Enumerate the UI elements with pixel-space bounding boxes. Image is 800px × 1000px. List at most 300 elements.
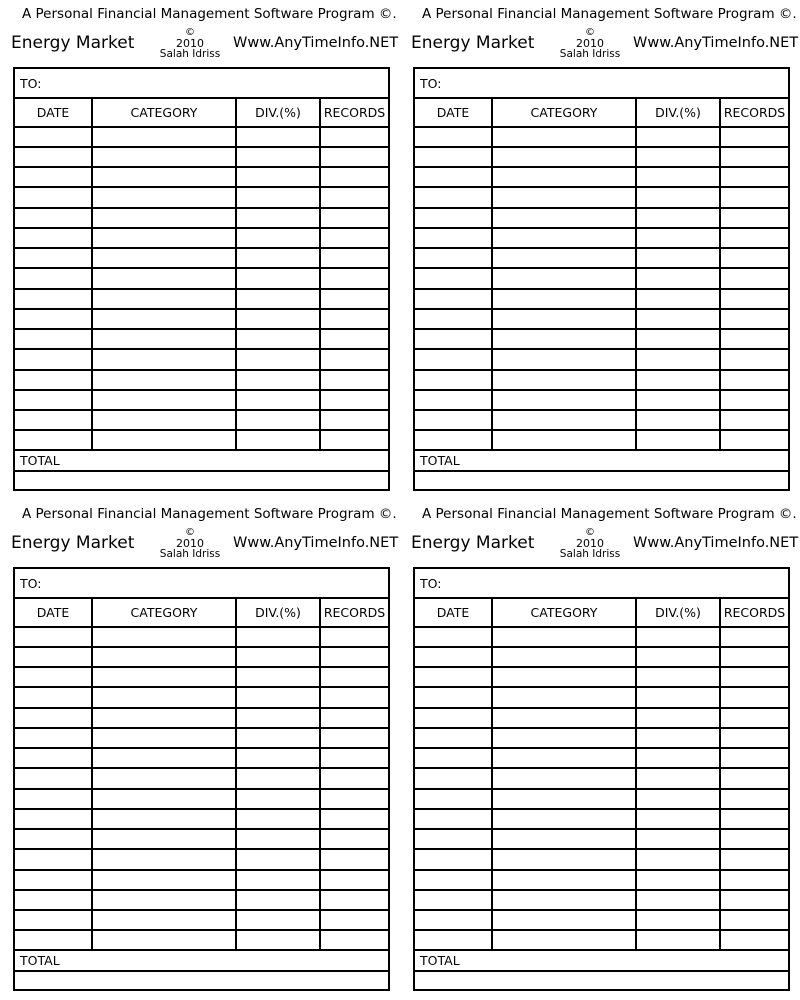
date-cell[interactable] [14, 309, 92, 329]
category-cell[interactable] [492, 627, 636, 647]
date-cell[interactable] [14, 708, 92, 728]
category-cell[interactable] [492, 430, 636, 450]
category-cell[interactable] [492, 748, 636, 768]
category-cell[interactable] [92, 930, 236, 950]
table-row [414, 228, 789, 248]
date-cell[interactable] [414, 647, 492, 667]
records-cell[interactable] [320, 370, 389, 390]
category-cell[interactable] [492, 289, 636, 309]
div-percent-cell[interactable] [636, 728, 720, 748]
category-cell[interactable] [92, 910, 236, 930]
records-cell[interactable] [720, 208, 789, 228]
category-cell[interactable] [92, 410, 236, 430]
category-cell[interactable] [92, 268, 236, 288]
date-cell[interactable] [14, 127, 92, 147]
records-cell[interactable] [720, 430, 789, 450]
table-row [14, 410, 389, 430]
records-cell[interactable] [320, 228, 389, 248]
div-percent-cell[interactable] [236, 728, 320, 748]
category-cell[interactable] [492, 870, 636, 890]
records-cell[interactable] [720, 187, 789, 207]
records-cell[interactable] [320, 410, 389, 430]
div-percent-cell[interactable] [236, 768, 320, 788]
div-percent-cell[interactable] [636, 349, 720, 369]
date-cell[interactable] [14, 289, 92, 309]
records-cell[interactable] [320, 708, 389, 728]
category-cell[interactable] [92, 147, 236, 167]
div-percent-cell[interactable] [236, 248, 320, 268]
category-cell[interactable] [492, 789, 636, 809]
div-percent-cell[interactable] [236, 789, 320, 809]
records-cell[interactable] [320, 910, 389, 930]
records-cell[interactable] [720, 708, 789, 728]
total-value-cell[interactable] [14, 971, 389, 990]
category-cell[interactable] [92, 667, 236, 687]
records-cell[interactable] [720, 268, 789, 288]
date-cell[interactable] [14, 789, 92, 809]
div-percent-cell[interactable] [236, 890, 320, 910]
column-header: DATE [14, 598, 92, 626]
records-cell[interactable] [320, 930, 389, 950]
category-cell[interactable] [492, 349, 636, 369]
date-cell[interactable] [14, 430, 92, 450]
div-percent-cell[interactable] [636, 430, 720, 450]
div-percent-cell[interactable] [636, 890, 720, 910]
records-cell[interactable] [720, 329, 789, 349]
date-cell[interactable] [414, 708, 492, 728]
records-cell[interactable] [720, 147, 789, 167]
category-cell[interactable] [92, 849, 236, 869]
total-value-cell[interactable] [14, 471, 389, 490]
to-label: TO: [20, 75, 42, 91]
table-row [414, 248, 789, 268]
div-percent-cell[interactable] [636, 309, 720, 329]
date-cell[interactable] [14, 768, 92, 788]
category-cell[interactable] [92, 228, 236, 248]
category-cell[interactable] [92, 289, 236, 309]
column-header: RECORDS [320, 98, 389, 126]
form-panel [400, 500, 800, 1000]
date-cell[interactable] [14, 147, 92, 167]
date-cell[interactable] [414, 349, 492, 369]
category-cell[interactable] [92, 789, 236, 809]
div-percent-cell[interactable] [236, 627, 320, 647]
date-cell[interactable] [14, 809, 92, 829]
table-row [14, 127, 389, 147]
category-cell[interactable] [92, 349, 236, 369]
copyright-year: 2010 [576, 537, 604, 550]
div-percent-cell[interactable] [236, 390, 320, 410]
records-cell[interactable] [720, 349, 789, 369]
date-cell[interactable] [414, 748, 492, 768]
date-cell[interactable] [414, 667, 492, 687]
date-cell[interactable] [14, 208, 92, 228]
date-cell[interactable] [414, 930, 492, 950]
category-cell[interactable] [92, 627, 236, 647]
records-cell[interactable] [320, 329, 389, 349]
date-cell[interactable] [14, 228, 92, 248]
to-field[interactable] [14, 568, 389, 598]
records-cell[interactable] [720, 289, 789, 309]
date-cell[interactable] [14, 870, 92, 890]
records-cell[interactable] [720, 228, 789, 248]
div-percent-cell[interactable] [236, 667, 320, 687]
div-percent-cell[interactable] [236, 748, 320, 768]
div-percent-cell[interactable] [636, 647, 720, 667]
records-cell[interactable] [720, 789, 789, 809]
form-title: Energy Market [11, 33, 135, 53]
date-cell[interactable] [414, 687, 492, 707]
date-cell[interactable] [414, 809, 492, 829]
records-cell[interactable] [320, 890, 389, 910]
records-cell[interactable] [320, 748, 389, 768]
div-percent-cell[interactable] [636, 268, 720, 288]
div-percent-cell[interactable] [236, 410, 320, 430]
date-cell[interactable] [14, 390, 92, 410]
records-cell[interactable] [320, 289, 389, 309]
category-cell[interactable] [92, 728, 236, 748]
category-cell[interactable] [492, 890, 636, 910]
website-url: Www.AnyTimeInfo.NET [633, 535, 799, 551]
date-cell[interactable] [414, 910, 492, 930]
category-cell[interactable] [492, 647, 636, 667]
category-cell[interactable] [492, 370, 636, 390]
records-cell[interactable] [720, 687, 789, 707]
category-cell[interactable] [492, 728, 636, 748]
ledger-table [13, 567, 390, 991]
records-cell[interactable] [720, 849, 789, 869]
category-cell[interactable] [492, 248, 636, 268]
table-row [414, 289, 789, 309]
date-cell[interactable] [14, 647, 92, 667]
date-cell[interactable] [14, 410, 92, 430]
date-cell[interactable] [14, 329, 92, 349]
category-cell[interactable] [92, 829, 236, 849]
date-cell[interactable] [414, 829, 492, 849]
category-cell[interactable] [92, 167, 236, 187]
div-percent-cell[interactable] [236, 687, 320, 707]
records-cell[interactable] [320, 147, 389, 167]
div-percent-cell[interactable] [636, 370, 720, 390]
div-percent-cell[interactable] [636, 870, 720, 890]
date-cell[interactable] [14, 268, 92, 288]
table-row [14, 910, 389, 930]
category-cell[interactable] [492, 809, 636, 829]
table-row [414, 870, 789, 890]
div-percent-cell[interactable] [636, 627, 720, 647]
div-percent-cell[interactable] [236, 208, 320, 228]
to-field[interactable] [414, 68, 789, 98]
records-cell[interactable] [320, 167, 389, 187]
date-cell[interactable] [14, 728, 92, 748]
table-row [14, 309, 389, 329]
date-cell[interactable] [14, 167, 92, 187]
div-percent-cell[interactable] [636, 289, 720, 309]
div-percent-cell[interactable] [236, 268, 320, 288]
to-label: TO: [20, 575, 42, 591]
category-cell[interactable] [92, 708, 236, 728]
category-cell[interactable] [492, 667, 636, 687]
category-cell[interactable] [92, 768, 236, 788]
date-cell[interactable] [414, 410, 492, 430]
records-cell[interactable] [320, 849, 389, 869]
div-percent-cell[interactable] [236, 289, 320, 309]
category-cell[interactable] [92, 208, 236, 228]
date-cell[interactable] [414, 890, 492, 910]
records-cell[interactable] [720, 667, 789, 687]
category-cell[interactable] [92, 809, 236, 829]
records-cell[interactable] [320, 349, 389, 369]
date-cell[interactable] [414, 127, 492, 147]
records-cell[interactable] [320, 687, 389, 707]
records-cell[interactable] [320, 268, 389, 288]
records-cell[interactable] [720, 829, 789, 849]
date-cell[interactable] [14, 349, 92, 369]
div-percent-cell[interactable] [236, 708, 320, 728]
div-percent-cell[interactable] [236, 849, 320, 869]
div-percent-cell[interactable] [236, 930, 320, 950]
category-cell[interactable] [492, 167, 636, 187]
records-cell[interactable] [720, 370, 789, 390]
date-cell[interactable] [414, 768, 492, 788]
records-cell[interactable] [720, 390, 789, 410]
date-cell[interactable] [14, 849, 92, 869]
records-cell[interactable] [720, 248, 789, 268]
total-value-cell[interactable] [414, 471, 789, 490]
category-cell[interactable] [492, 309, 636, 329]
div-percent-cell[interactable] [636, 127, 720, 147]
div-percent-cell[interactable] [236, 829, 320, 849]
date-cell[interactable] [14, 627, 92, 647]
div-percent-cell[interactable] [636, 748, 720, 768]
date-cell[interactable] [414, 430, 492, 450]
div-percent-cell[interactable] [636, 930, 720, 950]
ledger-table [413, 67, 790, 491]
table-row [414, 349, 789, 369]
table-row [414, 890, 789, 910]
div-percent-cell[interactable] [236, 228, 320, 248]
div-percent-cell[interactable] [636, 687, 720, 707]
category-cell[interactable] [92, 370, 236, 390]
div-percent-cell[interactable] [636, 829, 720, 849]
div-percent-cell[interactable] [236, 870, 320, 890]
category-cell[interactable] [492, 829, 636, 849]
div-percent-cell[interactable] [636, 248, 720, 268]
records-cell[interactable] [720, 309, 789, 329]
category-cell[interactable] [92, 647, 236, 667]
div-percent-cell[interactable] [236, 370, 320, 390]
category-cell[interactable] [492, 390, 636, 410]
form-title: Energy Market [11, 533, 135, 553]
records-cell[interactable] [720, 127, 789, 147]
date-cell[interactable] [14, 748, 92, 768]
category-cell[interactable] [92, 687, 236, 707]
date-cell[interactable] [414, 849, 492, 869]
table-row [14, 627, 389, 647]
date-cell[interactable] [14, 687, 92, 707]
category-cell[interactable] [492, 329, 636, 349]
form-panel [0, 0, 400, 500]
total-label: TOTAL [14, 450, 389, 470]
date-cell[interactable] [414, 390, 492, 410]
category-cell[interactable] [492, 910, 636, 930]
date-cell[interactable] [414, 187, 492, 207]
records-cell[interactable] [320, 627, 389, 647]
category-cell[interactable] [92, 309, 236, 329]
table-row [14, 809, 389, 829]
records-cell[interactable] [320, 870, 389, 890]
div-percent-cell[interactable] [636, 667, 720, 687]
div-percent-cell[interactable] [236, 329, 320, 349]
records-cell[interactable] [320, 127, 389, 147]
div-percent-cell[interactable] [636, 167, 720, 187]
records-cell[interactable] [320, 309, 389, 329]
div-percent-cell[interactable] [636, 329, 720, 349]
date-cell[interactable] [414, 329, 492, 349]
date-cell[interactable] [414, 309, 492, 329]
div-percent-cell[interactable] [236, 309, 320, 329]
date-cell[interactable] [414, 248, 492, 268]
div-percent-cell[interactable] [636, 147, 720, 167]
date-cell[interactable] [414, 289, 492, 309]
records-cell[interactable] [720, 410, 789, 430]
category-cell[interactable] [92, 748, 236, 768]
category-cell[interactable] [492, 228, 636, 248]
category-cell[interactable] [492, 708, 636, 728]
copyright-symbol: © [585, 27, 595, 38]
div-percent-cell[interactable] [236, 910, 320, 930]
category-cell[interactable] [492, 208, 636, 228]
records-cell[interactable] [320, 829, 389, 849]
category-cell[interactable] [92, 390, 236, 410]
date-cell[interactable] [14, 890, 92, 910]
date-cell[interactable] [14, 370, 92, 390]
date-cell[interactable] [14, 910, 92, 930]
date-cell[interactable] [14, 829, 92, 849]
category-cell[interactable] [492, 849, 636, 869]
div-percent-cell[interactable] [236, 647, 320, 667]
category-cell[interactable] [492, 268, 636, 288]
date-cell[interactable] [414, 870, 492, 890]
records-cell[interactable] [320, 728, 389, 748]
div-percent-cell[interactable] [636, 910, 720, 930]
date-cell[interactable] [14, 187, 92, 207]
records-cell[interactable] [320, 768, 389, 788]
records-cell[interactable] [320, 430, 389, 450]
to-field[interactable] [414, 568, 789, 598]
date-cell[interactable] [414, 167, 492, 187]
div-percent-cell[interactable] [236, 430, 320, 450]
div-percent-cell[interactable] [236, 187, 320, 207]
records-cell[interactable] [720, 768, 789, 788]
table-row [14, 228, 389, 248]
category-cell[interactable] [92, 329, 236, 349]
records-cell[interactable] [720, 748, 789, 768]
date-cell[interactable] [414, 147, 492, 167]
records-cell[interactable] [320, 208, 389, 228]
column-header: DIV.(%) [236, 598, 320, 626]
records-cell[interactable] [320, 248, 389, 268]
records-cell[interactable] [320, 667, 389, 687]
date-cell[interactable] [414, 370, 492, 390]
records-cell[interactable] [720, 167, 789, 187]
div-percent-cell[interactable] [636, 410, 720, 430]
category-cell[interactable] [492, 687, 636, 707]
records-cell[interactable] [320, 390, 389, 410]
copyright-author: Salah Idriss [559, 48, 621, 60]
records-cell[interactable] [720, 870, 789, 890]
table-row [414, 309, 789, 329]
table-row [14, 248, 389, 268]
records-cell[interactable] [320, 647, 389, 667]
category-cell[interactable] [492, 127, 636, 147]
records-cell[interactable] [720, 809, 789, 829]
div-percent-cell[interactable] [236, 349, 320, 369]
date-cell[interactable] [14, 248, 92, 268]
category-cell[interactable] [492, 147, 636, 167]
records-cell[interactable] [320, 789, 389, 809]
category-cell[interactable] [492, 930, 636, 950]
div-percent-cell[interactable] [636, 768, 720, 788]
div-percent-cell[interactable] [636, 390, 720, 410]
form-title: Energy Market [411, 33, 535, 53]
to-field[interactable] [14, 68, 389, 98]
date-cell[interactable] [414, 268, 492, 288]
date-cell[interactable] [14, 667, 92, 687]
records-cell[interactable] [720, 647, 789, 667]
div-percent-cell[interactable] [636, 208, 720, 228]
div-percent-cell[interactable] [636, 187, 720, 207]
table-row [14, 208, 389, 228]
total-value-cell[interactable] [414, 971, 789, 990]
div-percent-cell[interactable] [636, 849, 720, 869]
div-percent-cell[interactable] [636, 789, 720, 809]
date-cell[interactable] [14, 930, 92, 950]
div-percent-cell[interactable] [636, 228, 720, 248]
to-label: TO: [420, 575, 442, 591]
div-percent-cell[interactable] [636, 809, 720, 829]
category-cell[interactable] [92, 187, 236, 207]
website-url: Www.AnyTimeInfo.NET [233, 35, 399, 51]
date-cell[interactable] [414, 208, 492, 228]
category-cell[interactable] [92, 127, 236, 147]
category-cell[interactable] [92, 890, 236, 910]
records-cell[interactable] [320, 187, 389, 207]
copyright-symbol: © [185, 27, 195, 38]
category-cell[interactable] [492, 187, 636, 207]
records-cell[interactable] [720, 728, 789, 748]
date-cell[interactable] [414, 228, 492, 248]
date-cell[interactable] [414, 728, 492, 748]
category-cell[interactable] [492, 768, 636, 788]
records-cell[interactable] [320, 809, 389, 829]
div-percent-cell[interactable] [236, 127, 320, 147]
category-cell[interactable] [92, 248, 236, 268]
date-cell[interactable] [414, 627, 492, 647]
date-cell[interactable] [414, 789, 492, 809]
category-cell[interactable] [492, 410, 636, 430]
div-percent-cell[interactable] [236, 809, 320, 829]
div-percent-cell[interactable] [236, 167, 320, 187]
records-cell[interactable] [720, 910, 789, 930]
category-cell[interactable] [92, 870, 236, 890]
records-cell[interactable] [720, 930, 789, 950]
div-percent-cell[interactable] [236, 147, 320, 167]
div-percent-cell[interactable] [636, 708, 720, 728]
records-cell[interactable] [720, 890, 789, 910]
category-cell[interactable] [92, 430, 236, 450]
records-cell[interactable] [720, 627, 789, 647]
